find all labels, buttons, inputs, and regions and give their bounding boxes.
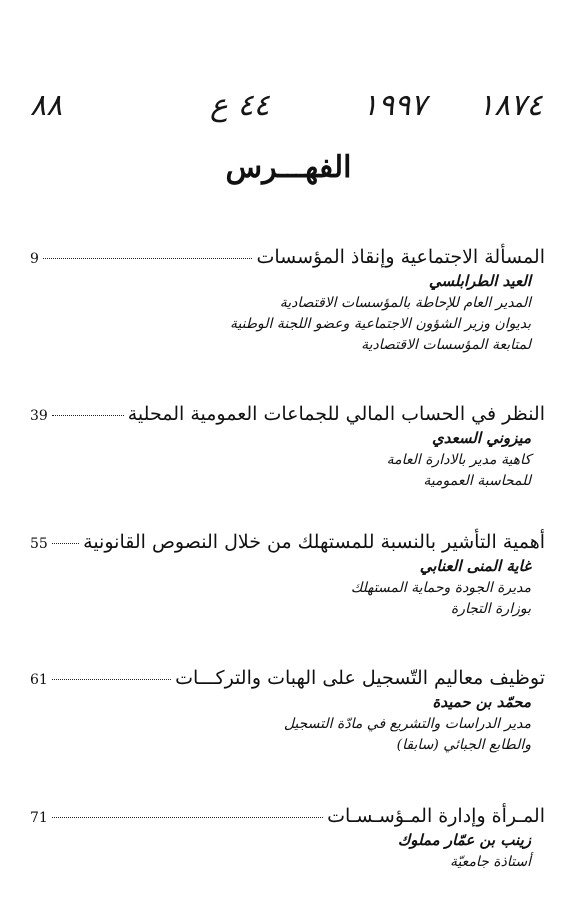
author-role: لمتابعة المؤسسات الاقتصادية: [361, 337, 531, 353]
toc-entry-line: [30, 246, 545, 268]
page-number: 9: [30, 251, 39, 267]
page-number: 71: [30, 810, 48, 826]
toc-entry-title: النظر في الحساب المالي للجماعات العمومية المحلية: [127, 403, 545, 425]
toc-entry-line: [30, 667, 545, 689]
handwritten-year: ١٩٩٧: [362, 88, 427, 123]
toc-entry-title: توظيف معاليم التّسجيل على الهبات والتركـــات: [175, 667, 545, 689]
toc-entry: [30, 667, 545, 753]
author-name: زينب بن عمّار مملوك: [397, 831, 531, 849]
author-role: مديرة الجودة وحماية المستهلك: [350, 580, 531, 596]
dot-leader: [52, 415, 124, 416]
dot-leader: [52, 817, 323, 818]
page-number: 55: [30, 536, 48, 552]
toc-entry-title: أهمية التأشير بالنسبة للمستهلك من خلال النصوص القانونية: [83, 531, 545, 553]
toc-entry-title: المـرأة وإدارة المـؤسـسـات: [327, 805, 545, 827]
dot-leader: [52, 679, 171, 680]
page-number: 39: [30, 408, 48, 424]
toc-entry-line: [30, 531, 545, 553]
toc-entry-line: [30, 403, 545, 425]
page-title: الفهـــرس: [225, 150, 352, 185]
page-number: 61: [30, 672, 48, 688]
author-role: أستاذة جامعيّة: [449, 854, 531, 870]
author-name: محمّد بن حميدة: [432, 693, 531, 711]
author-role: بوزارة التجارة: [450, 601, 531, 617]
handwritten-annotations: [0, 88, 577, 138]
toc-entry: [30, 403, 545, 489]
toc-entry: [30, 246, 545, 353]
handwritten-number: ٨٨: [30, 88, 63, 123]
dot-leader: [43, 258, 253, 259]
toc-entry: [30, 531, 545, 617]
author-role: بديوان وزير الشؤون الاجتماعية وعضو اللجنة الوطنية: [229, 316, 531, 332]
author-name: غاية المنى العنابي: [419, 557, 531, 575]
author-name: العيد الطرابلسي: [428, 272, 531, 290]
table-of-contents: [30, 246, 545, 870]
author-role: والطابع الجبائي (سابقا): [396, 737, 531, 753]
toc-entry-line: [30, 805, 545, 827]
author-name: ميزوني السعدي: [432, 429, 531, 447]
handwritten-code: ١٨٧٤: [478, 88, 543, 123]
toc-entry-title: المسألة الاجتماعية وإنقاذ المؤسسات: [256, 246, 545, 268]
author-role: المدير العام للإحاطة بالمؤسسات الاقتصادية: [279, 295, 531, 311]
dot-leader: [52, 543, 79, 544]
author-role: للمحاسبة العمومية: [423, 473, 531, 489]
handwritten-reference: ٤٤ ع: [210, 88, 270, 123]
toc-entry: [30, 805, 545, 870]
author-role: مدير الدراسات والتشريع في مادّة التسجيل: [283, 716, 531, 732]
author-role: كاهية مدير بالادارة العامة: [386, 452, 531, 468]
